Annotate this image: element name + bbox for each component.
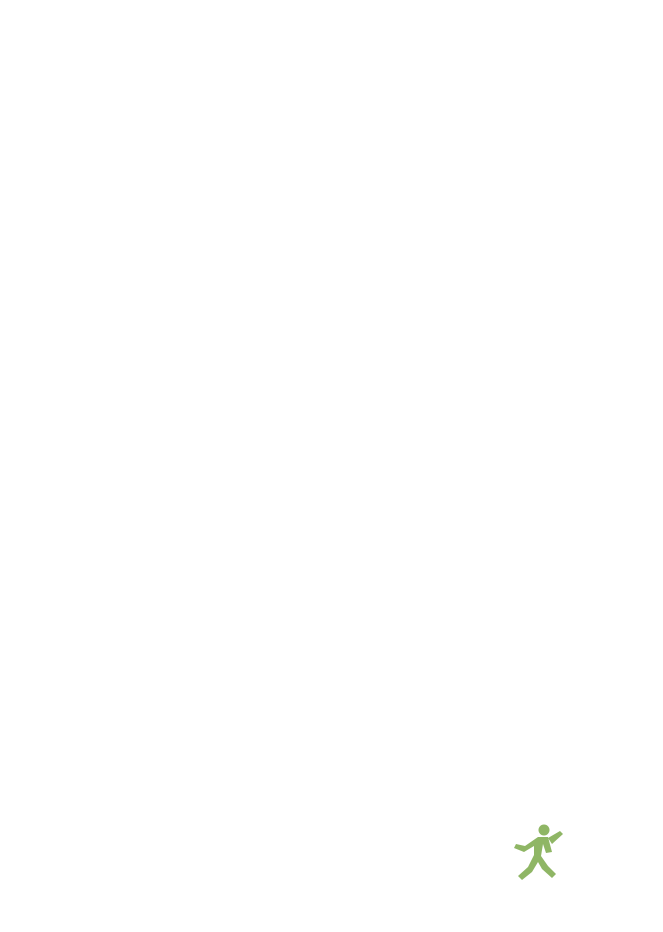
runner-figure-icon [508, 822, 568, 886]
